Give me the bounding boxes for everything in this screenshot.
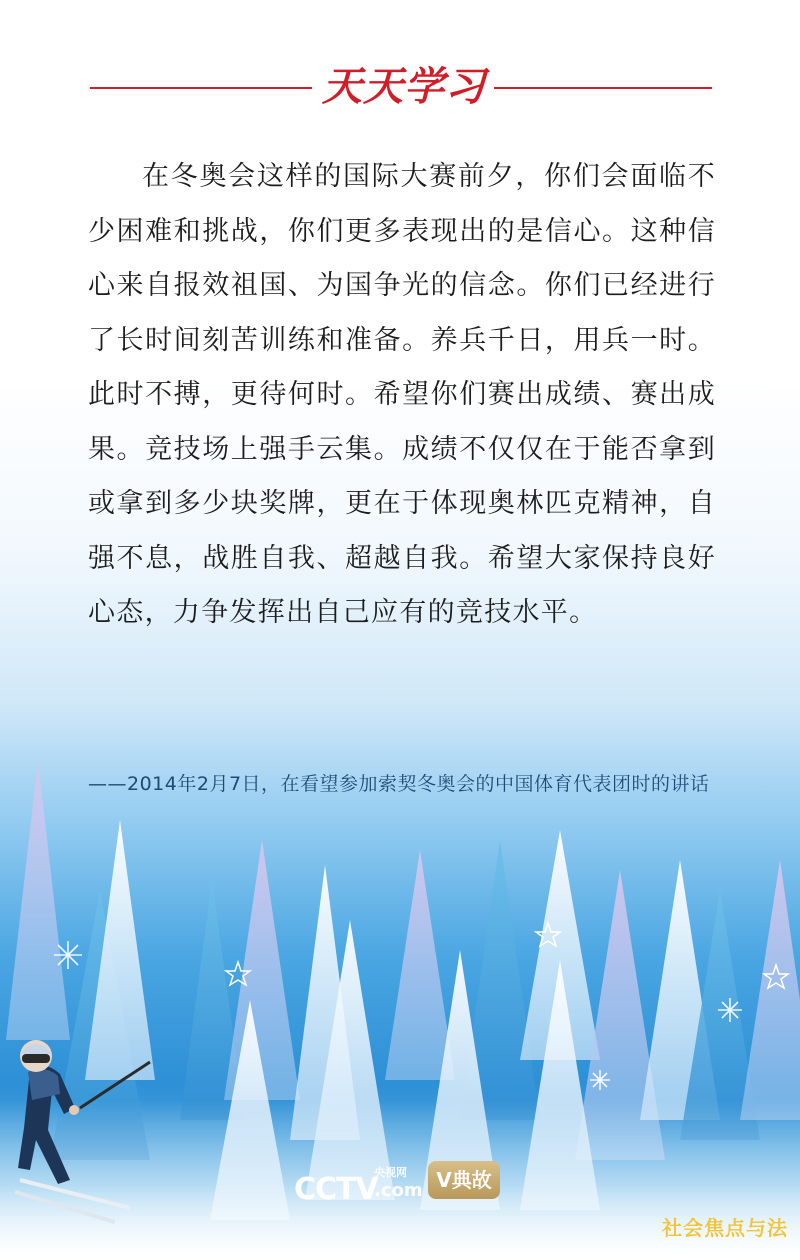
cctv-logo: CCTV: [294, 1172, 378, 1207]
header-divider-left: [90, 87, 312, 89]
quote-text: 在冬奥会这样的国际大赛前夕，你们会面临不少困难和挑战，你们更多表现出的是信心。这种信心来自报效祖国、为国争光的信念。你们已经进行了长时间刻苦训练和准备。养兵千日，用兵一时。此时不搏，更待何时。希望你们赛出成绩、赛出成果。竞技场上强手云集。成绩不仅仅在于能否拿到或拿到多少块奖牌，更在于体现奥林匹克精神，自强不息，战胜自我、超越自我。希望大家保持良好心态，力争发挥出自己应有的竞技水平。: [88, 161, 716, 628]
skier-illustration: [0, 1030, 160, 1230]
v-dian-gu-badge: V典故: [428, 1161, 500, 1199]
page-title: 天天学习: [322, 63, 486, 110]
snowflake-icon: [590, 1070, 610, 1090]
snowflake-icon: [54, 941, 82, 969]
header: [0, 58, 800, 118]
cctv-logo-cn: 央视网: [374, 1166, 407, 1179]
watermark: 社会焦点与法: [662, 1216, 788, 1240]
header-divider-right: [494, 87, 712, 89]
cctv-logo-domain: .com: [374, 1180, 423, 1201]
quote-source: ——2014年2月7日，在看望参加索契冬奥会的中国体育代表团时的讲话: [88, 773, 710, 795]
brand-logos: [290, 1158, 520, 1214]
